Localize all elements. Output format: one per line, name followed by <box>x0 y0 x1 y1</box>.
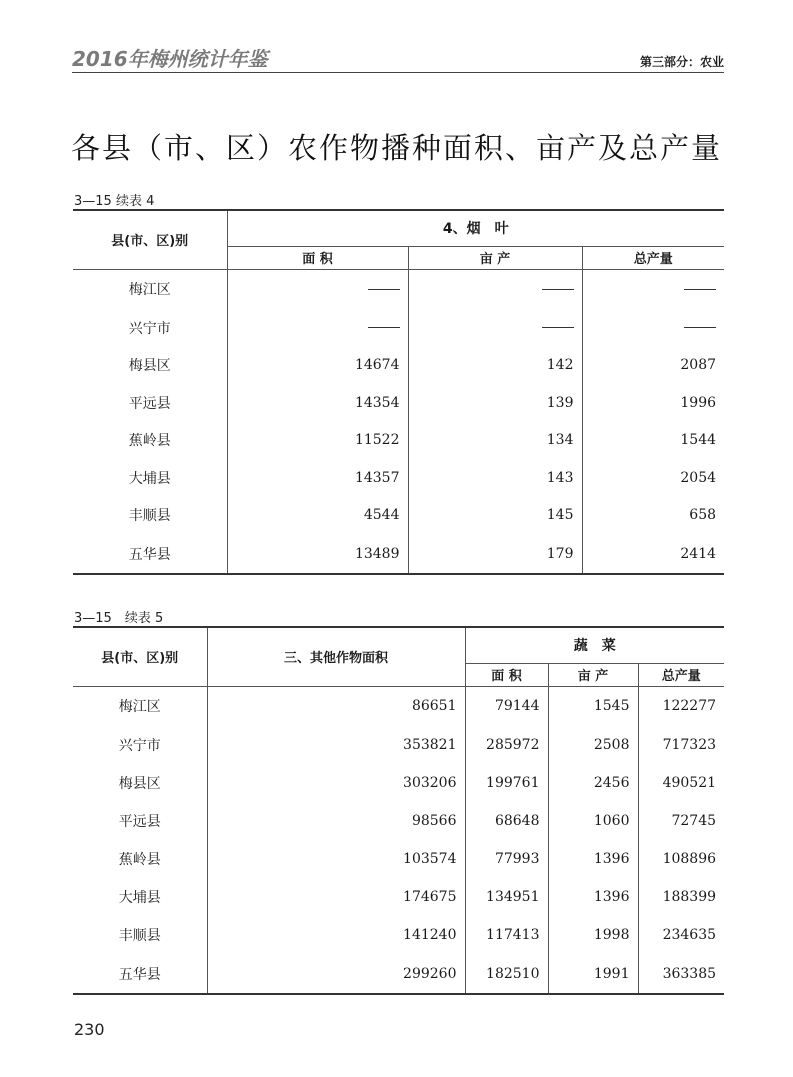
table-row <box>73 916 724 954</box>
total-cell: 234635 <box>638 916 724 954</box>
yield-cell: 2508 <box>548 726 638 764</box>
total-cell: 2054 <box>582 459 724 497</box>
area-cell: 14354 <box>227 384 408 422</box>
yield-cell <box>408 269 582 309</box>
tobacco-table <box>73 209 724 575</box>
page-header <box>72 46 724 73</box>
region-cell: 兴宁市 <box>128 320 171 337</box>
region-cell: 梅县区 <box>128 358 171 375</box>
area-cell: 13489 <box>227 534 408 574</box>
yield-cell: 1545 <box>548 686 638 726</box>
region-cell: 兴宁市 <box>118 738 161 754</box>
region-cell: 大埔县 <box>118 890 161 906</box>
col-area-header: 面 积 <box>465 663 548 686</box>
area-cell <box>227 309 408 347</box>
area-cell: 77993 <box>465 840 548 878</box>
page-number: 230 <box>74 1020 105 1039</box>
table2-label: 3—15 续表 5 <box>74 611 164 626</box>
yield-cell: 1060 <box>548 802 638 840</box>
table-row <box>73 534 724 574</box>
vegetable-group-header: 蔬 菜 <box>465 627 724 663</box>
no-data-dash <box>542 289 574 290</box>
yield-cell: 1396 <box>548 878 638 916</box>
other-crops-cell: 98566 <box>207 802 465 840</box>
yield-cell <box>408 309 582 347</box>
region-cell: 五华县 <box>118 966 161 983</box>
total-cell: 363385 <box>638 954 724 994</box>
no-data-dash <box>542 327 574 328</box>
col-yield-header: 亩 产 <box>548 663 638 686</box>
total-cell <box>582 269 724 309</box>
yield-cell: 143 <box>408 459 582 497</box>
table-row <box>73 764 724 802</box>
region-cell: 平远县 <box>118 814 161 830</box>
area-cell: 14357 <box>227 459 408 497</box>
area-cell: 14674 <box>227 347 408 385</box>
col-total-header: 总产量 <box>638 663 724 686</box>
yield-cell: 179 <box>408 534 582 574</box>
col-yield-header: 亩 产 <box>408 246 582 269</box>
region-cell: 大埔县 <box>128 470 171 487</box>
yield-cell: 142 <box>408 347 582 385</box>
other-crops-cell: 86651 <box>207 686 465 726</box>
other-crops-cell: 103574 <box>207 840 465 878</box>
total-cell: 2414 <box>582 534 724 574</box>
region-cell: 丰顺县 <box>118 928 161 944</box>
table-row <box>73 802 724 840</box>
vegetable-table-body <box>73 686 724 994</box>
yield-cell: 139 <box>408 384 582 422</box>
region-cell: 蕉岭县 <box>128 433 171 450</box>
area-cell: 182510 <box>465 954 548 994</box>
yield-cell: 134 <box>408 422 582 460</box>
other-crops-cell: 141240 <box>207 916 465 954</box>
total-cell: 1544 <box>582 422 724 460</box>
total-cell: 1996 <box>582 384 724 422</box>
no-data-dash <box>684 289 716 290</box>
region-cell: 梅江区 <box>118 699 161 716</box>
table-row <box>73 269 724 309</box>
total-cell: 108896 <box>638 840 724 878</box>
table-row <box>73 840 724 878</box>
region-header: 县(市、区)别 <box>73 210 227 269</box>
table1-label: 3—15 续表 4 <box>74 194 155 209</box>
region-cell: 五华县 <box>128 546 171 563</box>
table-row <box>73 422 724 460</box>
area-cell: 134951 <box>465 878 548 916</box>
table-row <box>73 686 724 726</box>
region-cell: 平远县 <box>128 395 171 412</box>
area-cell: 117413 <box>465 916 548 954</box>
area-cell: 79144 <box>465 686 548 726</box>
total-cell: 72745 <box>638 802 724 840</box>
area-cell: 285972 <box>465 726 548 764</box>
table-row <box>73 954 724 994</box>
no-data-dash <box>368 289 400 290</box>
area-cell <box>227 269 408 309</box>
yield-cell: 1998 <box>548 916 638 954</box>
table-row <box>73 384 724 422</box>
total-cell: 658 <box>582 497 724 535</box>
table-row <box>73 347 724 385</box>
page-title: 各县（市、区）农作物播种面积、亩产及总产量 <box>70 131 722 165</box>
total-cell <box>582 309 724 347</box>
tobacco-table-body <box>73 269 724 574</box>
total-cell: 122277 <box>638 686 724 726</box>
other-crops-cell: 174675 <box>207 878 465 916</box>
vegetable-table <box>73 626 724 995</box>
table-row <box>73 878 724 916</box>
col-total-header: 总产量 <box>582 246 724 269</box>
yield-cell: 1991 <box>548 954 638 994</box>
region-cell: 梅县区 <box>118 776 161 792</box>
area-cell: 199761 <box>465 764 548 802</box>
region-header: 县(市、区)别 <box>73 627 207 686</box>
other-crops-cell: 353821 <box>207 726 465 764</box>
table-row <box>73 459 724 497</box>
yield-cell: 145 <box>408 497 582 535</box>
tobacco-group-header: 4、烟 叶 <box>227 210 724 246</box>
other-crops-cell: 299260 <box>207 954 465 994</box>
total-cell: 188399 <box>638 878 724 916</box>
other-crops-header: 三、其他作物面积 <box>207 627 465 686</box>
table-row <box>73 497 724 535</box>
region-cell: 蕉岭县 <box>118 852 161 868</box>
yield-cell: 1396 <box>548 840 638 878</box>
yield-cell: 2456 <box>548 764 638 802</box>
total-cell: 717323 <box>638 726 724 764</box>
area-cell: 68648 <box>465 802 548 840</box>
other-crops-cell: 303206 <box>207 764 465 802</box>
no-data-dash <box>368 327 400 328</box>
region-cell: 丰顺县 <box>128 508 171 525</box>
table-row <box>73 726 724 764</box>
area-cell: 4544 <box>227 497 408 535</box>
section-title: 第三部分：农业 <box>639 55 724 69</box>
region-cell: 梅江区 <box>128 282 171 299</box>
col-area-header: 面 积 <box>227 246 408 269</box>
total-cell: 490521 <box>638 764 724 802</box>
table-row <box>73 309 724 347</box>
area-cell: 11522 <box>227 422 408 460</box>
total-cell: 2087 <box>582 347 724 385</box>
book-title: 2016年梅州统计年鉴 <box>72 47 268 71</box>
no-data-dash <box>684 327 716 328</box>
